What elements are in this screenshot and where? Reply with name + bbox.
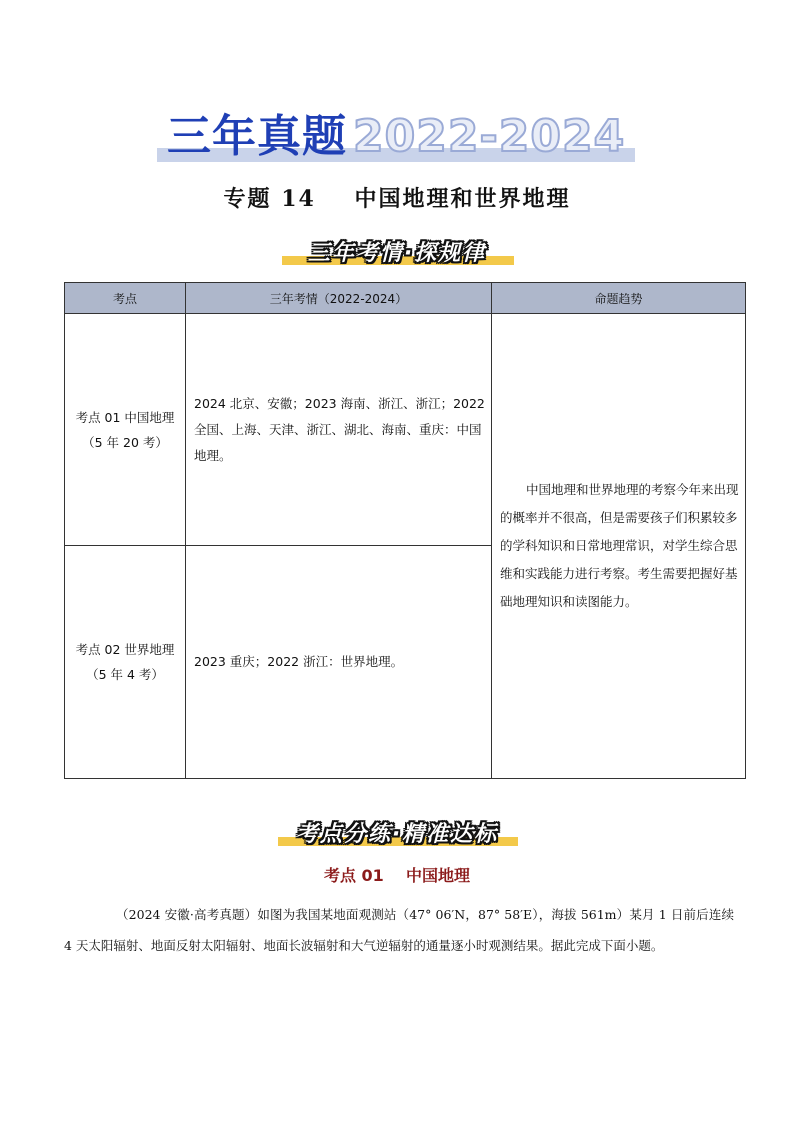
- table-header-cell: 三年考情（2022-2024）: [186, 283, 492, 314]
- table-header-row: [65, 283, 746, 314]
- table-row: [65, 314, 746, 546]
- exam-point-cell: [65, 546, 186, 779]
- trend-cell: 中国地理和世界地理的考察今年来出现的概率并不很高，但是需要孩子们积累较多的学科知识和日常地理常识，对学生综合思维和实践能力进行考察。考生需要把握好基础地理知识和读图能力。: [492, 314, 746, 779]
- table-header-cell: 考点: [65, 283, 186, 314]
- banner-years: 2022-2024: [353, 111, 626, 162]
- table-header-cell: 命题趋势: [492, 283, 746, 314]
- section-title-practice: 考点分练·精准达标: [295, 822, 499, 847]
- exam-point-name: 考点 02 世界地理: [75, 642, 175, 657]
- exam-point-count: （5 年 4 考）: [86, 667, 164, 682]
- exam-point-count: （5 年 20 考）: [82, 434, 168, 450]
- question-stem: （2024 安徽·高考真题）如图为我国某地面观测站（47° 06′N，87° 58′E），海拔 561m）某月 1 日前后连续 4 天太阳辐射、地面反射太阳辐射、地面长波辐射和大气逆辐射的通量逐小时观测结果。据此完成下面小题。: [64, 907, 734, 953]
- exam-point-name: 考点 01 中国地理: [75, 409, 175, 425]
- exam-point-heading: 考点 01 中国地理: [323, 866, 471, 885]
- topic-title: 专题 14 中国地理和世界地理: [223, 186, 571, 212]
- exam-point-cell: [65, 314, 186, 546]
- banner-text: [167, 112, 625, 168]
- banner-title: 三年真题: [167, 111, 347, 162]
- section-title-exam-trends: 三年考情·探规律: [307, 241, 487, 266]
- exam-years-cell: 2023 重庆；2022 浙江：世界地理。: [186, 546, 492, 779]
- title-banner: [157, 112, 635, 168]
- exam-years-cell: 2024 北京、安徽；2023 海南、浙江、浙江；2022 全国、上海、天津、浙江、湖北、海南、重庆：中国地理。: [186, 314, 492, 546]
- exam-analysis-table: [64, 282, 746, 779]
